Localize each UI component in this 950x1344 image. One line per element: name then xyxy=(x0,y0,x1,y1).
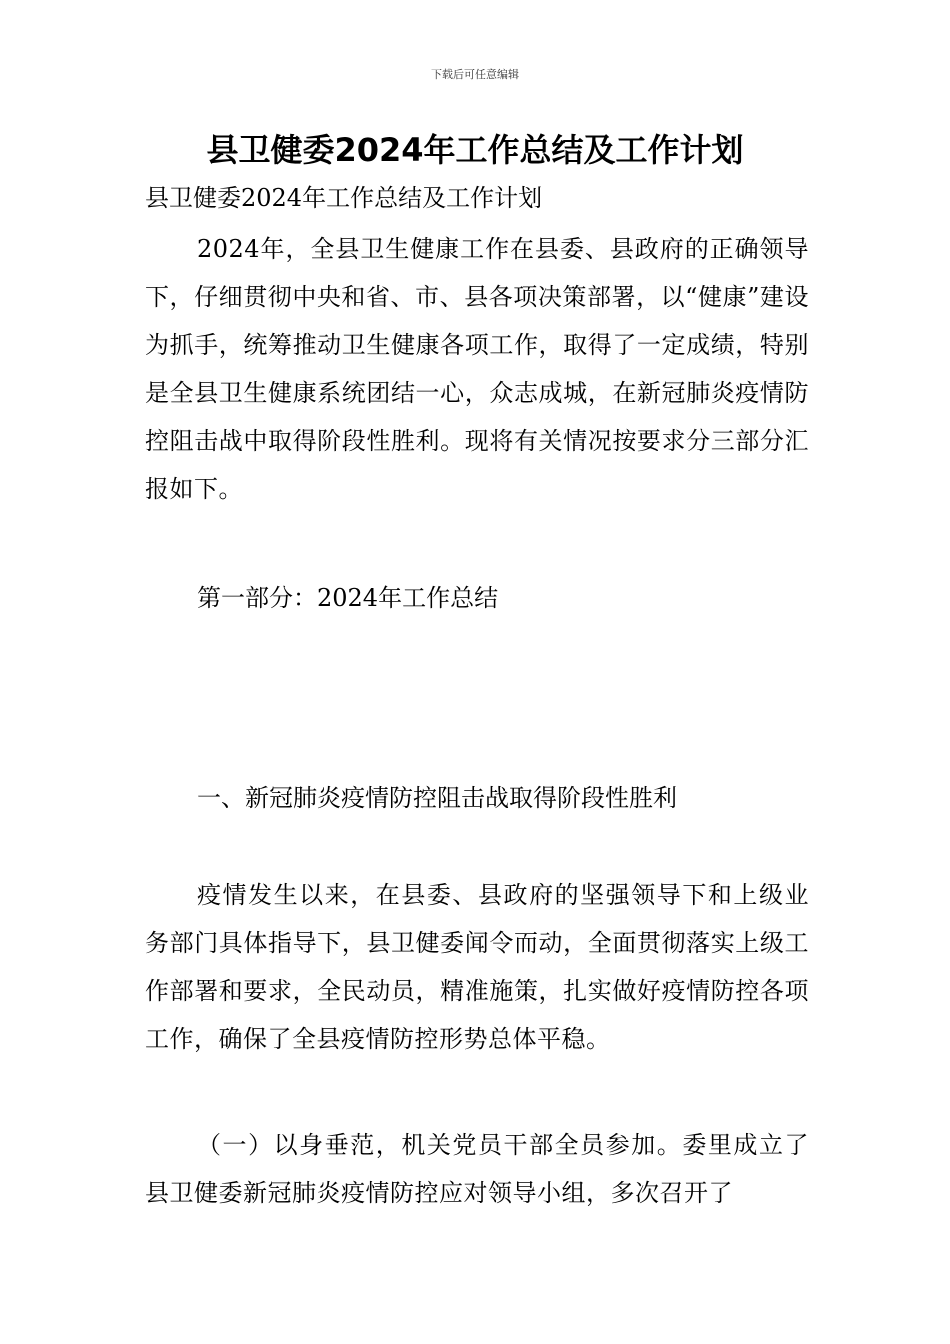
section-one-paragraph: 疫情发生以来，在县委、县政府的坚强领导下和上级业务部门具体指导下，县卫健委闻令而动，全面贯彻落实上级工作部署和要求，全民动员，精准施策，扎实做好疫情防控各项工作，确保了全县疫情防控形势总体平稳。 xyxy=(145,881,809,1053)
document-title: 县卫健委2024年工作总结及工作计划 xyxy=(206,131,744,169)
intro-paragraph-block xyxy=(145,225,809,513)
part-one-heading: 第一部分：2024年工作总结 xyxy=(197,584,499,612)
section-one-heading: 一、新冠肺炎疫情防控阻击战取得阶段性胜利 xyxy=(197,784,677,812)
document-subtitle: 县卫健委2024年工作总结及工作计划 xyxy=(145,184,543,212)
header-note: 下载后可任意编辑 xyxy=(431,68,519,81)
item-one-paragraph: （一）以身垂范，机关党员干部全员参加。委里成立了县卫健委新冠肺炎疫情防控应对领导小组，多次召开了 xyxy=(145,1131,809,1207)
section-one-body-block xyxy=(145,871,809,1063)
item-one-body-block xyxy=(145,1121,809,1217)
intro-paragraph: 2024年，全县卫生健康工作在县委、县政府的正确领导下，仔细贯彻中央和省、市、县各项决策部署，以“健康”建设为抓手，统筹推动卫生健康各项工作，取得了一定成绩，特别是全县卫生健康系统团结一心，众志成城，在新冠肺炎疫情防控阻击战中取得阶段性胜利。现将有关情况按要求分三部分汇报如下。 xyxy=(145,235,809,503)
